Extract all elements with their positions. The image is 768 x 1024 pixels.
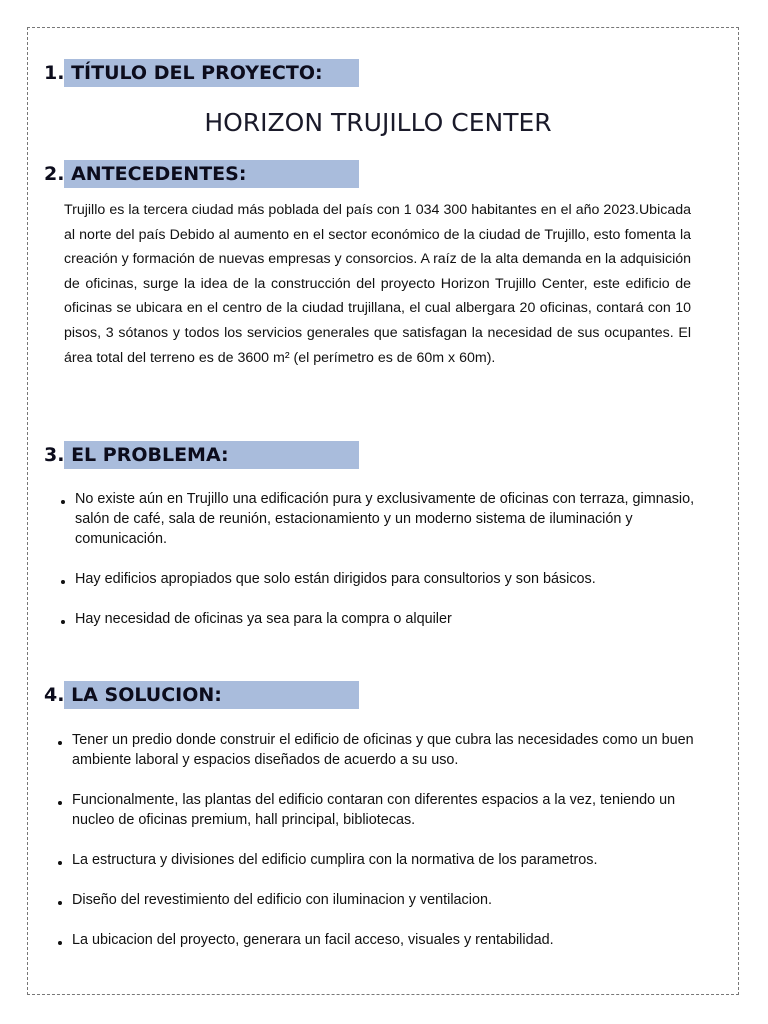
list-item: Diseño del revestimiento del edificio con iluminacion y ventilacion. (55, 890, 705, 910)
section-heading-solucion (44, 681, 222, 709)
section-heading-titulo (44, 59, 323, 87)
section-title: TÍTULO DEL PROYECTO: (71, 62, 323, 84)
section-title: ANTECEDENTES: (71, 163, 247, 185)
project-name: HORIZON TRUJILLO CENTER (204, 108, 552, 137)
list-item: La estructura y divisiones del edificio cumplira con la normativa de los parametros. (55, 850, 705, 870)
antecedentes-paragraph: Trujillo es la tercera ciudad más poblada del país con 1 034 300 habitantes en el año 2023.Ubicada al norte del país Debido al aumento en el sector económico de la ciudad de Trujillo, esto fomenta la creación y formación de nuevas empresas y consorcios. A raíz de la alta demanda en la adquisición de oficinas, surge la idea de la construcción del proyecto Horizon Trujillo Center, este edificio de oficinas se ubicara en el centro de la ciudad trujillana, el cual albergara 20 oficinas, contará con 10 pisos, 3 sótanos y todos los servicios generales que satisfagan la necesidad de sus ocupantes. El área total del terreno es de 3600 m² (el perímetro es de 60m x 60m). (64, 202, 691, 366)
section-title: LA SOLUCION: (71, 684, 222, 706)
list-item: Hay edificios apropiados que solo están dirigidos para consultorios y son básicos. (58, 569, 708, 589)
section-number: 2. (44, 163, 65, 185)
section-number: 3. (44, 444, 65, 466)
list-item: No existe aún en Trujillo una edificación pura y exclusivamente de oficinas con terraza, gimnasio, salón de café, sala de reunión, estacionamiento y un moderno sistema de iluminación y comunicación. (58, 489, 708, 549)
list-item: Tener un predio donde construir el edificio de oficinas y que cubra las necesidades como un buen ambiente laboral y espacios diseñados de acuerdo a su uso. (55, 730, 705, 770)
section-number: 4. (44, 684, 65, 706)
section-heading-problema (44, 441, 229, 469)
section-title: EL PROBLEMA: (71, 444, 229, 466)
section-number: 1. (44, 62, 65, 84)
solution-list (55, 730, 705, 950)
list-item: La ubicacion del proyecto, generara un facil acceso, visuales y rentabilidad. (55, 930, 705, 950)
problem-list (58, 489, 708, 629)
section-heading-antecedentes (44, 160, 246, 188)
list-item: Funcionalmente, las plantas del edificio contaran con diferentes espacios a la vez, teniendo un nucleo de oficinas premium, hall principal, bibliotecas. (55, 790, 705, 830)
list-item: Hay necesidad de oficinas ya sea para la compra o alquiler (58, 609, 708, 629)
